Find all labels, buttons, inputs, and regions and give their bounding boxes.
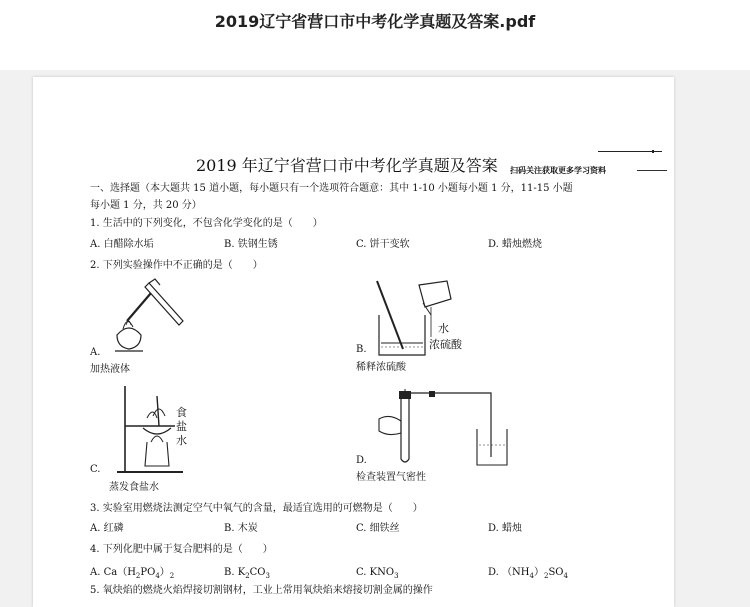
q4-option-d bbox=[488, 567, 568, 582]
q3-stem: 3. 实验室用燃烧法测定空气中氧气的含量，最适宜选用的可燃物是（ ） bbox=[90, 503, 423, 514]
q2-b-label-water: 水 bbox=[438, 322, 449, 335]
q4-d-sub2: 2 bbox=[543, 572, 549, 580]
viewer-header bbox=[0, 0, 750, 70]
q2-b-caption: 稀释浓硫酸 bbox=[356, 362, 406, 373]
q4-b-sub2: 3 bbox=[265, 572, 270, 580]
q4-option-c bbox=[356, 567, 399, 582]
q2-d-caption: 检查装置气密性 bbox=[356, 472, 426, 483]
q4-c-sub: 3 bbox=[394, 572, 399, 580]
q4-a-main: A. Ca（H bbox=[90, 567, 136, 578]
q2-c-label-2: 盐 bbox=[176, 420, 187, 433]
q3-option-b: B. 木炭 bbox=[224, 523, 258, 534]
q3-option-d: D. 蜡烛 bbox=[488, 523, 523, 534]
q2-a-letter: A. bbox=[90, 347, 101, 358]
q2-b-label-acid: 浓硫酸 bbox=[429, 338, 462, 351]
q4-a-sub2: 4 bbox=[155, 572, 160, 580]
q4-d-sub1: 4 bbox=[529, 572, 534, 580]
q1-option-b: B. 铁钢生锈 bbox=[224, 239, 278, 250]
q2-c-caption: 蒸发食盐水 bbox=[109, 482, 159, 493]
q4-a-sub1: 2 bbox=[135, 572, 141, 580]
q2-b-letter: B. bbox=[356, 344, 367, 355]
document-title: 2019 年辽宁省营口市中考化学真题及答案 bbox=[196, 156, 498, 175]
q4-b-mid: CO bbox=[249, 567, 266, 578]
q4-d-end: SO bbox=[548, 567, 564, 578]
q4-c-main: C. KNO bbox=[356, 567, 395, 578]
q4-b-sub1: 2 bbox=[245, 572, 250, 580]
q1-option-c: C. 饼干变软 bbox=[356, 239, 410, 250]
q5-stem-partial: 5. 氧炔焰的燃烧火焰焊接切割钢材，工业上常用氧炔焰来熔接切割金属的操作 bbox=[90, 585, 433, 596]
airtightness-figure bbox=[373, 389, 513, 469]
promo-underline bbox=[637, 170, 667, 171]
q2-c-label-3: 水 bbox=[176, 434, 187, 447]
q2-stem: 2. 下列实验操作中不正确的是（ ） bbox=[90, 260, 263, 271]
q1-stem: 1. 生活中的下列变化，不包含化学变化的是（ ） bbox=[90, 218, 323, 229]
q4-b-main: B. K bbox=[224, 567, 246, 578]
q4-a-end: ） bbox=[159, 567, 170, 578]
q2-c-label-1: 食 bbox=[176, 406, 187, 419]
file-title: 2019辽宁省营口市中考化学真题及答案.pdf bbox=[214, 12, 536, 31]
section1-line1: 一、选择题（本大题共 15 道小题，每小题只有一个选项符合题意：其中 1-10 小题每小题 1 分，11-15 小题 bbox=[90, 183, 573, 194]
q4-option-b bbox=[224, 567, 270, 582]
heating-liquid-figure bbox=[105, 277, 187, 357]
q4-a-sub3: 2 bbox=[169, 572, 175, 580]
q2-d-letter: D. bbox=[356, 455, 367, 466]
q4-a-mid: PO bbox=[140, 567, 156, 578]
q4-d-sub3: 4 bbox=[563, 572, 568, 580]
q2-c-letter: C. bbox=[90, 464, 101, 475]
document-page[interactable] bbox=[33, 77, 674, 607]
promo-text: 扫码关注获取更多学习资料 bbox=[510, 166, 606, 175]
q4-d-main: D. （NH bbox=[488, 567, 530, 578]
q4-option-a bbox=[90, 567, 174, 582]
qr-strip-decoration bbox=[598, 150, 662, 153]
q2-a-caption: 加热液体 bbox=[90, 364, 130, 375]
q3-option-c: C. 细铁丝 bbox=[356, 523, 400, 534]
q3-option-a: A. 红磷 bbox=[90, 523, 124, 534]
q1-option-a: A. 白醋除水垢 bbox=[90, 239, 154, 250]
q4-d-mid: ） bbox=[533, 567, 544, 578]
q1-option-d: D. 蜡烛燃烧 bbox=[488, 239, 543, 250]
q4-stem: 4. 下列化肥中属于复合肥料的是（ ） bbox=[90, 544, 273, 555]
section1-line2: 每小题 1 分，共 20 分） bbox=[90, 200, 202, 211]
